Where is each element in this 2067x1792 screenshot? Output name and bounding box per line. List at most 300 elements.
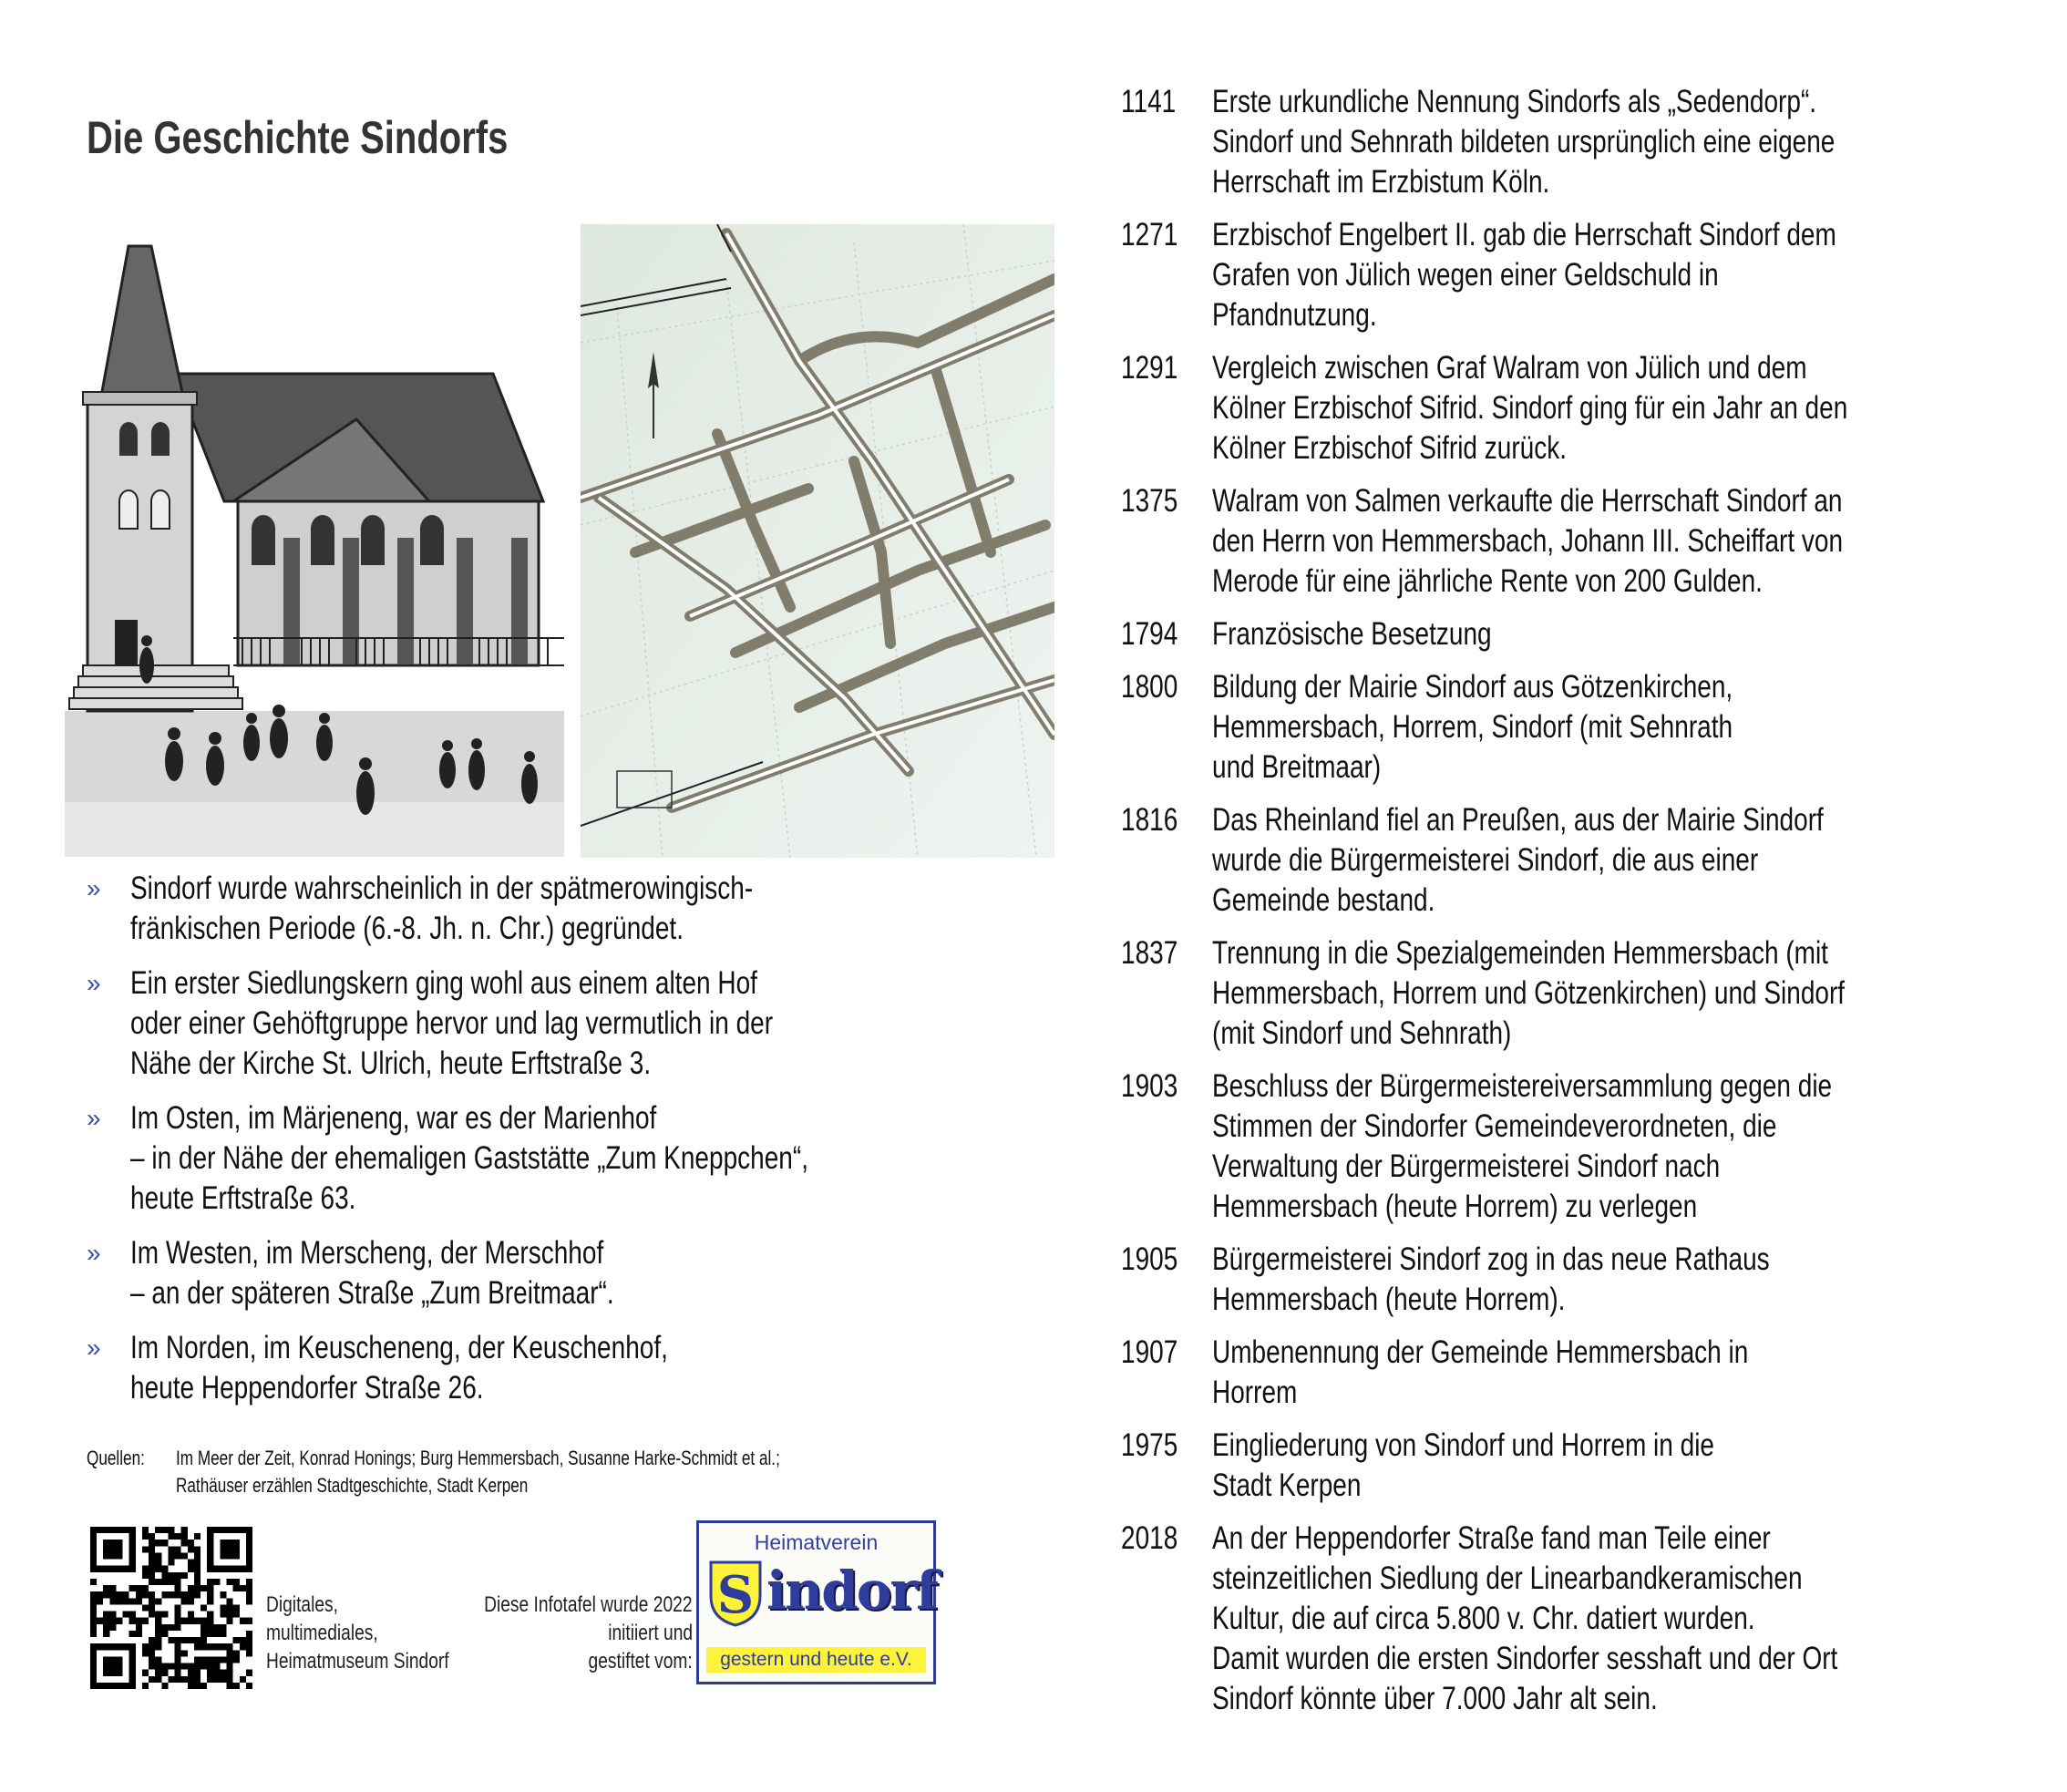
qr-module: [246, 1683, 252, 1689]
fact-item: [87, 1328, 962, 1408]
fact-item: [87, 869, 962, 949]
qr-module: [97, 1591, 103, 1598]
qr-module: [149, 1643, 155, 1650]
event-year: 1905: [1121, 1241, 1178, 1277]
event-text-line: An der Heppendorfer Straße fand man Teile einer: [1212, 1520, 1771, 1556]
qr-module: [142, 1643, 149, 1650]
qr-module: [155, 1637, 161, 1643]
qr-module: [175, 1546, 181, 1552]
timeline-event: [1121, 1240, 2032, 1320]
qr-module: [149, 1604, 155, 1611]
qr-module: [168, 1676, 174, 1683]
qr-module: [149, 1598, 155, 1604]
qr-module: [213, 1624, 220, 1631]
fact-text-line: – in der Nähe der ehemaligen Gaststätte „Zum Kneppchen“,: [130, 1140, 808, 1176]
qr-module: [149, 1591, 155, 1598]
qr-module: [175, 1591, 181, 1598]
fact-text-line: fränkischen Periode (6.-8. Jh. n. Chr.) gegründet.: [130, 911, 684, 946]
qr-module: [227, 1650, 233, 1656]
qr-module: [227, 1612, 233, 1618]
historic-map: [581, 224, 1054, 858]
qr-module: [188, 1683, 194, 1689]
qr-module: [161, 1527, 168, 1533]
qr-module: [116, 1618, 122, 1624]
qr-module: [161, 1683, 168, 1689]
qr-module: [207, 1670, 213, 1676]
qr-module: [175, 1612, 181, 1618]
event-description: [1212, 1240, 2032, 1320]
fact-item: [87, 1233, 962, 1313]
qr-module: [175, 1663, 181, 1670]
qr-module: [149, 1533, 155, 1540]
qr-module: [149, 1663, 155, 1670]
timeline-event: [1121, 1066, 2032, 1227]
event-text-line: wurde die Bürgermeisterei Sindorf, die aus einer: [1212, 842, 1759, 878]
event-year: 1291: [1121, 350, 1178, 386]
qr-module: [181, 1552, 188, 1559]
qr-module: [116, 1598, 122, 1604]
qr-module: [90, 1624, 97, 1631]
qr-module: [149, 1552, 155, 1559]
qr-module: [246, 1591, 252, 1598]
timeline-event: [1121, 667, 2032, 788]
qr-module: [90, 1598, 97, 1604]
qr-module: [201, 1637, 207, 1643]
qr-module: [149, 1650, 155, 1656]
fact-text-line: Nähe der Kirche St. Ulrich, heute Erftstraße 3.: [130, 1045, 652, 1081]
qr-module: [207, 1527, 252, 1533]
qr-module: [142, 1566, 149, 1572]
qr-module: [188, 1676, 194, 1683]
timeline-event: [1121, 215, 2032, 335]
qr-module: [227, 1683, 233, 1689]
qr-module: [201, 1631, 207, 1637]
qr-module: [188, 1637, 194, 1643]
qr-module: [207, 1643, 213, 1650]
qr-module: [207, 1656, 213, 1663]
qr-module: [207, 1527, 213, 1572]
event-text-line: Pfandnutzung.: [1212, 297, 1377, 333]
qr-module: [181, 1650, 188, 1656]
qr-module: [194, 1579, 201, 1585]
qr-module: [227, 1656, 233, 1663]
qr-module: [201, 1624, 207, 1631]
qr-module: [188, 1560, 194, 1566]
qr-module: [168, 1663, 174, 1670]
sources-line: Rathäuser erzählen Stadtgeschichte, Stadt Kerpen: [176, 1474, 529, 1497]
donor-line: initiiert und: [608, 1621, 693, 1645]
qr-module: [201, 1656, 207, 1663]
qr-module: [194, 1585, 201, 1591]
qr-module: [181, 1676, 188, 1683]
qr-module: [155, 1670, 161, 1676]
qr-module: [181, 1598, 188, 1604]
qr-module: [161, 1579, 168, 1585]
qr-module: [90, 1566, 136, 1572]
qr-module: [175, 1618, 181, 1624]
qr-module: [103, 1591, 109, 1598]
qr-module: [155, 1643, 161, 1650]
logo-name: indorf: [766, 1560, 937, 1622]
qr-module: [168, 1546, 174, 1552]
qr-module: [188, 1585, 194, 1591]
church-drawing-icon: [65, 237, 564, 857]
qr-module: [188, 1566, 194, 1572]
bullet-marker-icon: »: [87, 1104, 101, 1132]
qr-module: [233, 1637, 240, 1643]
qr-module: [227, 1618, 233, 1624]
qr-module: [129, 1585, 136, 1591]
event-description: [1212, 1333, 2032, 1413]
qr-module: [142, 1591, 149, 1598]
event-year: 1837: [1121, 935, 1178, 971]
facts-list: [87, 869, 962, 1423]
qr-module: [181, 1533, 188, 1540]
qr-module: [175, 1604, 181, 1611]
qr-module: [129, 1631, 136, 1637]
sources-label: Quellen:: [87, 1447, 145, 1469]
qr-module: [181, 1663, 188, 1670]
event-text-line: Eingliederung von Sindorf und Horrem in die: [1212, 1427, 1714, 1463]
qr-module: [103, 1540, 122, 1559]
qr-caption-line: Heimatmuseum Sindorf: [266, 1649, 449, 1674]
timeline-event: [1121, 1426, 2032, 1506]
qr-module: [227, 1676, 233, 1683]
event-text-line: Merode für eine jährliche Rente von 200 Gulden.: [1212, 563, 1763, 599]
qr-module: [161, 1670, 168, 1676]
timeline-event: [1121, 933, 2032, 1054]
qr-module: [142, 1683, 149, 1689]
qr-module: [220, 1604, 226, 1611]
qr-module: [220, 1656, 226, 1663]
qr-module: [103, 1624, 109, 1631]
qr-module: [136, 1631, 142, 1637]
qr-module: [103, 1631, 109, 1637]
qr-module: [194, 1566, 201, 1572]
qr-module: [175, 1656, 181, 1663]
fact-text-line: Sindorf wurde wahrscheinlich in der spätmerowingisch-: [130, 870, 754, 906]
qr-module: [213, 1631, 220, 1637]
qr-module: [233, 1656, 240, 1663]
qr-module: [227, 1643, 233, 1650]
qr-module: [155, 1618, 161, 1624]
qr-module: [136, 1591, 142, 1598]
qr-module: [90, 1527, 97, 1572]
event-year: 2018: [1121, 1520, 1178, 1556]
qr-module: [168, 1637, 174, 1643]
qr-module: [213, 1670, 220, 1676]
timeline-event: [1121, 1519, 2032, 1719]
qr-module: [246, 1631, 252, 1637]
event-year: 1975: [1121, 1427, 1178, 1463]
qr-module: [161, 1572, 168, 1579]
qr-module: [207, 1566, 252, 1572]
qr-module: [90, 1612, 97, 1618]
event-text-line: Das Rheinland fiel an Preußen, aus der Mairie Sindorf: [1212, 802, 1824, 838]
qr-module: [220, 1624, 226, 1631]
qr-module: [227, 1579, 233, 1585]
qr-module: [97, 1598, 103, 1604]
event-text-line: Umbenennung der Gemeinde Hemmersbach in: [1212, 1334, 1749, 1370]
qr-module: [149, 1579, 155, 1585]
qr-module: [246, 1527, 252, 1572]
qr-module: [168, 1591, 174, 1598]
qr-module: [246, 1598, 252, 1604]
qr-module: [220, 1631, 226, 1637]
qr-module: [155, 1579, 161, 1585]
event-text-line: Kölner Erzbischof Sifrid. Sindorf ging für ein Jahr an den: [1212, 390, 1848, 426]
qr-module: [175, 1676, 181, 1683]
qr-module: [201, 1585, 207, 1591]
qr-module: [175, 1643, 181, 1650]
event-text-line: Stadt Kerpen: [1212, 1468, 1362, 1503]
qr-module: [188, 1546, 194, 1552]
event-text-line: Verwaltung der Bürgermeisterei Sindorf nach: [1212, 1148, 1721, 1184]
event-description: [1212, 1426, 2032, 1506]
event-text-line: Gemeinde bestand.: [1212, 882, 1435, 918]
qr-module: [194, 1676, 201, 1683]
fact-text-line: Ein erster Siedlungskern ging wohl aus einem alten Hof: [130, 965, 757, 1001]
qr-module: [207, 1618, 213, 1624]
timeline-event: [1121, 481, 2032, 602]
qr-module: [188, 1598, 194, 1604]
event-text-line: Beschluss der Bürgermeistereiversammlung gegen die: [1212, 1068, 1833, 1104]
event-year: 1794: [1121, 616, 1178, 652]
qr-module: [90, 1604, 97, 1611]
qr-module: [109, 1624, 116, 1631]
event-year: 1141: [1121, 84, 1177, 119]
qr-module: [246, 1670, 252, 1676]
qr-module: [168, 1533, 174, 1540]
qr-module: [188, 1612, 194, 1618]
event-description: [1212, 348, 2032, 469]
qr-module: [194, 1552, 201, 1559]
qr-module: [155, 1566, 161, 1572]
qr-module: [181, 1591, 188, 1598]
qr-module: [155, 1527, 161, 1533]
event-description: [1212, 481, 2032, 602]
logo-bottom-text: gestern und heute e.V.: [706, 1647, 926, 1673]
event-text-line: Stimmen der Sindorfer Gemeindeverordneten, die: [1212, 1108, 1777, 1144]
qr-module: [246, 1618, 252, 1624]
qr-module: [149, 1572, 155, 1579]
qr-module: [155, 1663, 161, 1670]
qr-module: [142, 1572, 149, 1579]
qr-module: [194, 1572, 201, 1579]
qr-module: [246, 1585, 252, 1591]
qr-module: [207, 1579, 213, 1585]
heimatverein-logo: [696, 1520, 936, 1684]
qr-module: [149, 1676, 155, 1683]
qr-module: [136, 1618, 142, 1624]
timeline-event: [1121, 1333, 2032, 1413]
qr-module: [181, 1540, 188, 1546]
qr-module: [155, 1631, 161, 1637]
qr-module: [155, 1612, 161, 1618]
qr-module: [129, 1643, 136, 1689]
qr-module: [142, 1618, 149, 1624]
qr-module: [240, 1618, 246, 1624]
qr-module: [213, 1663, 220, 1670]
qr-module: [194, 1683, 201, 1689]
event-text-line: Hemmersbach, Horrem, Sindorf (mit Sehnrath: [1212, 709, 1733, 745]
event-text-line: Kölner Erzbischof Sifrid zurück.: [1212, 430, 1568, 466]
qr-module: [142, 1670, 149, 1676]
logo-initial: S: [716, 1565, 755, 1625]
qr-module: [201, 1663, 207, 1670]
qr-module: [142, 1546, 149, 1552]
qr-module: [194, 1637, 201, 1643]
qr-module: [240, 1643, 246, 1650]
qr-module: [123, 1591, 129, 1598]
qr-module: [194, 1663, 201, 1670]
event-text-line: Herrschaft im Erzbistum Köln.: [1212, 164, 1550, 200]
qr-module: [129, 1612, 136, 1618]
page-title: [87, 111, 613, 164]
qr-module: [161, 1540, 168, 1546]
qr-code-icon[interactable]: [90, 1527, 252, 1689]
bullet-marker-icon: »: [87, 1334, 101, 1362]
qr-module: [123, 1598, 129, 1604]
qr-module: [168, 1579, 174, 1585]
qr-module: [233, 1612, 240, 1618]
qr-module: [161, 1591, 168, 1598]
event-text-line: Trennung in die Spezialgemeinden Hemmersbach (mit: [1212, 935, 1828, 971]
qr-module: [213, 1676, 220, 1683]
qr-module: [149, 1612, 155, 1618]
qr-module: [246, 1650, 252, 1656]
qr-module: [194, 1670, 201, 1676]
event-description: [1212, 667, 2032, 788]
qr-module: [168, 1552, 174, 1559]
page-title-text: Die Geschichte Sindorfs: [87, 111, 509, 163]
qr-module: [90, 1618, 97, 1624]
qr-module: [240, 1676, 246, 1683]
qr-module: [194, 1560, 201, 1566]
qr-module: [90, 1527, 136, 1533]
qr-module: [142, 1650, 149, 1656]
qr-module: [155, 1656, 161, 1663]
qr-module: [227, 1670, 233, 1676]
donor-note: [432, 1591, 693, 1675]
qr-module: [161, 1624, 168, 1631]
qr-module: [168, 1527, 174, 1533]
qr-module: [220, 1591, 226, 1598]
event-text-line: Sindorf und Sehnrath bildeten ursprünglich eine eigene: [1212, 124, 1836, 160]
qr-module: [213, 1643, 220, 1650]
bullet-marker-icon: »: [87, 1239, 101, 1267]
timeline-event: [1121, 348, 2032, 469]
event-text-line: Erzbischof Engelbert II. gab die Herrschaft Sindorf dem: [1212, 217, 1836, 252]
qr-module: [194, 1656, 201, 1663]
qr-module: [233, 1604, 240, 1611]
event-text-line: Hemmersbach, Horrem und Götzenkirchen) und Sindorf: [1212, 975, 1846, 1011]
timeline: [1121, 82, 2032, 1732]
event-text-line: Walram von Salmen verkaufte die Herrschaft Sindorf an: [1212, 483, 1843, 519]
qr-module: [194, 1533, 201, 1540]
qr-module: [181, 1572, 188, 1579]
qr-module: [227, 1663, 233, 1670]
event-description: [1212, 800, 2032, 921]
qr-module: [207, 1676, 213, 1683]
qr-module: [220, 1540, 239, 1559]
qr-module: [90, 1579, 97, 1585]
qr-module: [136, 1598, 142, 1604]
fact-text-line: Im Westen, im Merscheng, der Merschhof: [130, 1235, 604, 1271]
event-text-line: (mit Sindorf und Sehnrath): [1212, 1015, 1512, 1051]
qr-module: [90, 1683, 136, 1689]
qr-module: [161, 1566, 168, 1572]
qr-module: [161, 1663, 168, 1670]
qr-module: [168, 1560, 174, 1566]
fact-text-line: Im Norden, im Keuscheneng, der Keuschenhof,: [130, 1330, 668, 1365]
qr-module: [188, 1618, 194, 1624]
qr-module: [175, 1670, 181, 1676]
qr-module: [194, 1546, 201, 1552]
qr-module: [194, 1591, 201, 1598]
qr-module: [109, 1618, 116, 1624]
qr-module: [246, 1579, 252, 1585]
event-year: 1816: [1121, 802, 1178, 838]
qr-module: [103, 1585, 109, 1591]
qr-module: [201, 1604, 207, 1611]
qr-module: [103, 1656, 122, 1675]
qr-module: [142, 1604, 149, 1611]
qr-module: [149, 1540, 155, 1546]
qr-module: [220, 1676, 226, 1683]
qr-module: [207, 1612, 213, 1618]
qr-module: [181, 1527, 188, 1533]
qr-module: [109, 1612, 116, 1618]
qr-module: [220, 1612, 226, 1618]
qr-module: [155, 1560, 161, 1566]
qr-module: [142, 1533, 149, 1540]
qr-module: [188, 1540, 194, 1546]
event-text-line: Bürgermeisterei Sindorf zog in das neue Rathaus: [1212, 1241, 1770, 1277]
event-text-line: Hemmersbach (heute Horrem).: [1212, 1282, 1566, 1317]
qr-module: [149, 1566, 155, 1572]
qr-module: [161, 1612, 168, 1618]
qr-code-graphic: [90, 1527, 252, 1689]
qr-module: [129, 1618, 136, 1624]
qr-module: [207, 1591, 213, 1598]
qr-module: [240, 1637, 246, 1643]
qr-module: [201, 1643, 207, 1650]
qr-module: [129, 1527, 136, 1572]
donor-line: gestiftet vom:: [588, 1649, 693, 1674]
qr-module: [136, 1585, 142, 1591]
qr-module: [175, 1579, 181, 1585]
qr-module: [116, 1591, 122, 1598]
fact-text-line: – an der späteren Straße „Zum Breitmaar“.: [130, 1275, 614, 1311]
event-text-line: steinzeitlichen Siedlung der Linearbandkeramischen: [1212, 1560, 1803, 1596]
qr-module: [207, 1585, 213, 1591]
qr-module: [227, 1598, 233, 1604]
donor-line: Diese Infotafel wurde 2022: [484, 1592, 693, 1617]
qr-module: [90, 1643, 97, 1689]
timeline-event: [1121, 614, 2032, 654]
qr-module: [155, 1624, 161, 1631]
qr-module: [175, 1572, 181, 1579]
qr-module: [155, 1676, 161, 1683]
qr-module: [233, 1683, 240, 1689]
qr-module: [142, 1527, 149, 1533]
qr-module: [149, 1546, 155, 1552]
event-text-line: Französische Besetzung: [1212, 616, 1492, 652]
qr-module: [90, 1643, 136, 1650]
qr-module: [149, 1637, 155, 1643]
qr-module: [246, 1643, 252, 1650]
